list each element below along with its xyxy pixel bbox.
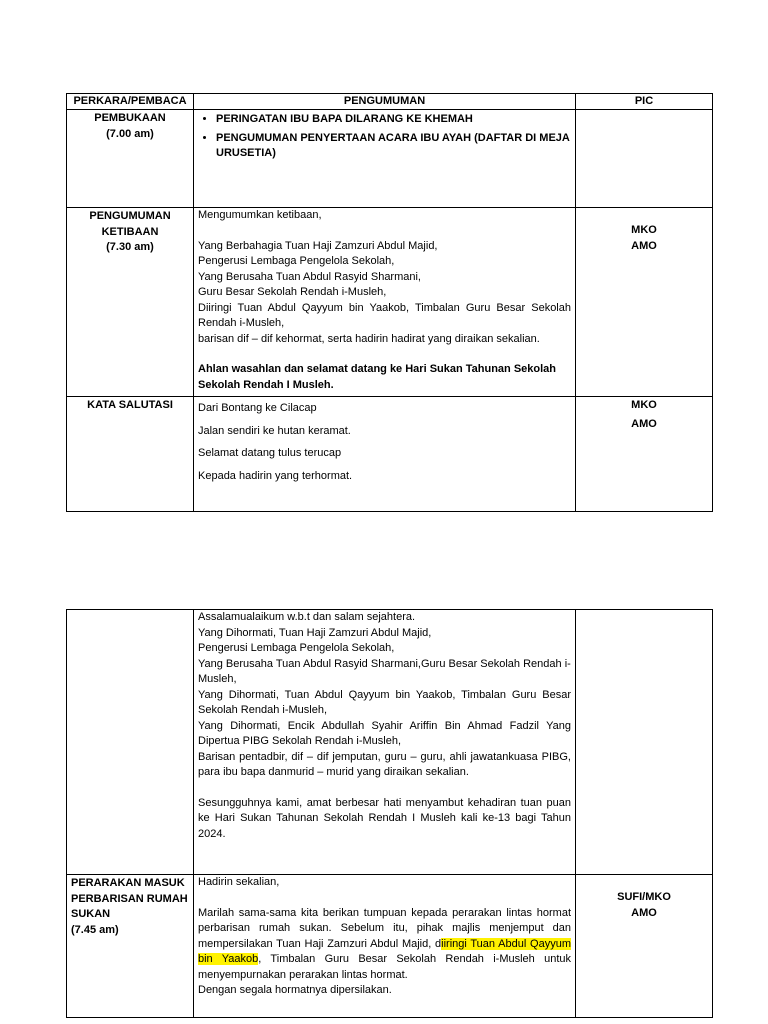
program-table-2 [66, 609, 713, 1018]
table-row-perarakan [67, 875, 713, 1018]
row-label [67, 610, 194, 875]
row-label: PENGUMUMAN KETIBAAN (7.30 am) [67, 208, 194, 397]
header-perkara: PERKARA/PEMBACA [67, 94, 194, 110]
row-content: Assalamualaikum w.b.t dan salam sejahtera. Yang Dihormati, Tuan Haji Zamzuri Abdul Majid, Pengerusi Lembaga Pengelola Sekolah, Yang Berusaha Tuan Abdul Rasyid Sharmani,Guru Besar Sekolah Rendah i-Musleh, Yang Dihormati, Tuan Abdul Qayyum bin Yaakob, Timbalan Guru Besar Sekolah Rendah i-Musleh, Yang Dihormati, Encik Abdullah Syahir Ariffin Bin Ahmad Fadzil Yang Dipertua PIBG Sekolah Rendah i-Musleh, Barisan pentadbir, dif – dif jemputan, guru – guru, ahli jawatankuasa PIBG, para ibu bapa danmurid – murid yang diraikan sekalian. Sesungguhnya kami, amat berbesar hati menyambut kehadiran tuan puan ke Hari Sukan Tahunan Sekolah Rendah I Musleh kali ke-13 bagi Tahun 2024. [194, 610, 576, 875]
row-content [194, 397, 576, 512]
list-item: • PENGUMUMAN PENYERTAAN ACARA IBU AYAH (DAFTAR DI MEJA URUSETIA) [216, 131, 571, 162]
row-content: Hadirin sekalian, Marilah sama-sama kita berikan tumpuan kepada perarakan lintas hormat perbarisan rumah sukan. Sebelum itu, pihak majlis menjemput dan mempersilakan Tuan Haji Zamzuri Abdul Majid, diiringi Tuan Abdul Qayyum bin Yaakob, Timbalan Guru Besar Sekolah Rendah i-Musleh untuk menyempurnakan perarakan lintas hormat. Dengan segala hormatnya dipersilakan. [194, 875, 576, 1018]
list-item: • PERINGATAN IBU BAPA DILARANG KE KHEMAH [216, 112, 571, 128]
header-pengumuman: PENGUMUMAN [194, 94, 576, 110]
announcement-bullet-list [198, 112, 571, 162]
row-label: PERARAKAN MASUK PERBARISAN RUMAH SUKAN (7.45 am) [67, 875, 194, 1018]
row-pic: MKO AMO [576, 208, 713, 397]
row-label: KATA SALUTASI [67, 397, 194, 512]
table-header-row [67, 94, 713, 110]
row-pic [576, 110, 713, 208]
verse-line: Dari Bontang ke Cilacap [198, 402, 317, 414]
header-pic: PIC [576, 94, 713, 110]
row-label: PEMBUKAAN (7.00 am) [67, 110, 194, 208]
table-row-pembukaan [67, 110, 713, 208]
table-row-salutation [67, 610, 713, 875]
verse-line: Jalan sendiri ke hutan keramat. [198, 424, 351, 437]
table-row-ketibaan [67, 208, 713, 397]
perarakan-paragraph: Marilah sama-sama kita berikan tumpuan kepada perarakan lintas hormat perbarisan rumah sukan. Sebelum itu, pihak majlis menjemput dan mempersilakan Tuan Haji Zamzuri Abdul Majid, diiringi Tuan Abdul Qayyum bin Yaakob, Timbalan Guru Besar Sekolah Rendah i-Musleh untuk menyempurnakan perarakan lintas hormat. [198, 906, 571, 981]
verse-line: Selamat datang tulus terucap [198, 447, 342, 459]
row-content [194, 110, 576, 208]
highlighted-text: iiringi Tuan Abdul Qayyum bin Yaakob [198, 937, 571, 965]
row-content: Mengumumkan ketibaan, Yang Berbahagia Tuan Haji Zamzuri Abdul Majid, Pengerusi Lembaga Pengelola Sekolah, Yang Berusaha Tuan Abdul Rasyid Sharmani, Guru Besar Sekolah Rendah i-Musleh, Diiringi Tuan Abdul Qayyum bin Yaakob, Timbalan Guru Besar Sekolah Rendah i-Musleh, barisan dif – dif kehormat, serta hadirin hadirat yang diraikan sekalian. Ahlan wasahlan dan selamat datang ke Hari Sukan Tahunan Sekolah Sekolah Rendah I Musleh. [194, 208, 576, 397]
program-table-1 [66, 93, 713, 512]
table-row-kata-salutasi [67, 397, 713, 512]
verse-line: Kepada hadirin yang terhormat. [198, 469, 353, 482]
row-pic [576, 610, 713, 875]
row-pic: MKO AMO [576, 397, 713, 512]
row-pic: SUFI/MKO AMO [576, 875, 713, 1018]
